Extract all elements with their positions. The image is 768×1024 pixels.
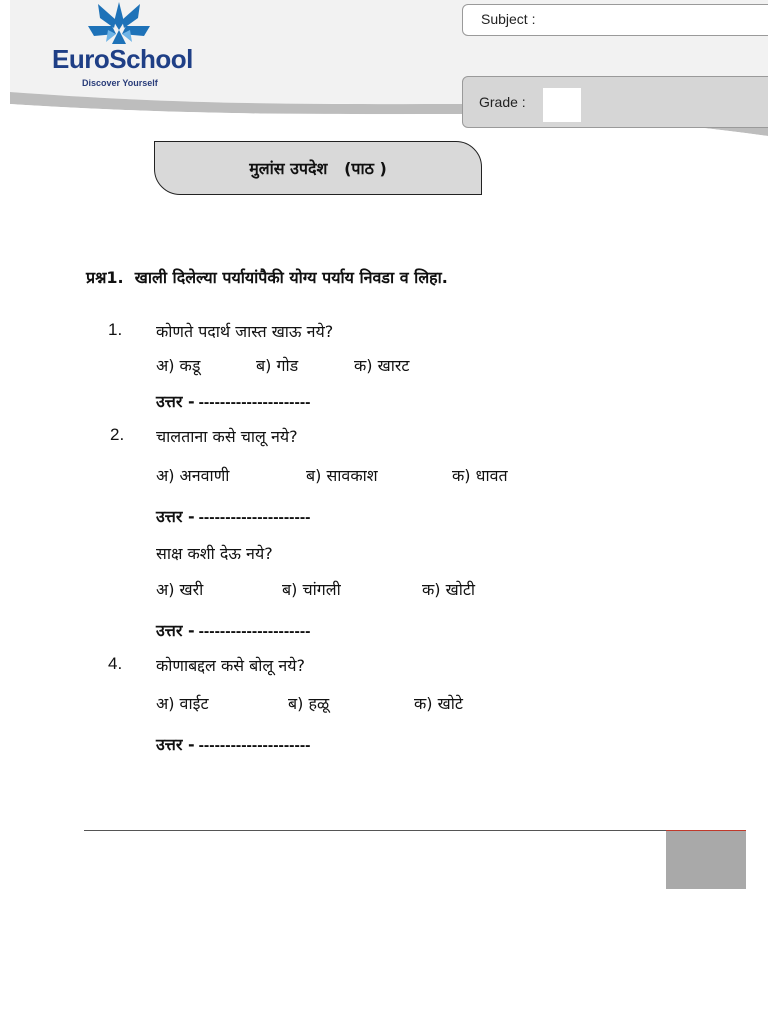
grade-input[interactable] <box>543 88 581 122</box>
answer-label: उत्तर - <box>156 392 195 411</box>
item-4-number: 4. <box>108 654 123 673</box>
item-1-option-b: ब) गोड <box>256 356 299 375</box>
footer-divider <box>84 830 746 831</box>
item-2-question: चालताना कसे चालू नये? <box>156 427 298 446</box>
star-burst-logo-icon <box>86 0 152 46</box>
item-4-option-b: ब) हळू <box>288 694 330 713</box>
footer-page-box <box>666 831 746 889</box>
item-3-option-a: अ) खरी <box>156 580 204 599</box>
item-1-option-c: क) खारट <box>354 356 410 375</box>
logo-tagline: Discover Yourself <box>82 78 158 88</box>
item-2-number: 2. <box>110 425 125 444</box>
item-2-option-a: अ) अनवाणी <box>156 466 230 485</box>
item-1-question: कोणते पदार्थ जास्त खाऊ नये? <box>156 322 334 341</box>
item-3-option-b: ब) चांगली <box>282 580 341 599</box>
logo-wordmark: EuroSchool <box>52 44 193 74</box>
subject-field[interactable] <box>462 4 768 36</box>
item-4-question: कोणाबद्दल कसे बोलू नये? <box>156 656 306 675</box>
answer-label: उत्तर - <box>156 507 195 526</box>
euroschool-logo <box>52 0 252 92</box>
lesson-title-tab <box>154 141 482 195</box>
item-1-option-a: अ) कडू <box>156 356 201 375</box>
answer-blank[interactable]: --------------------- <box>198 394 311 411</box>
lesson-title: मुलांस उपदेश (पाठ ) <box>249 159 387 178</box>
answer-label: उत्तर - <box>156 735 195 754</box>
item-2-answer <box>156 505 310 527</box>
subject-label: Subject : <box>481 11 536 27</box>
answer-blank[interactable]: --------------------- <box>198 737 311 754</box>
answer-blank[interactable]: --------------------- <box>198 509 311 526</box>
item-4-option-a: अ) वाईट <box>156 694 209 713</box>
answer-blank[interactable]: --------------------- <box>198 623 311 640</box>
item-3-option-c: क) खोटी <box>422 580 476 599</box>
item-4-option-c: क) खोटे <box>414 694 463 713</box>
item-3-question: साक्ष कशी देऊ नये? <box>156 544 273 563</box>
question-heading: प्रश्न1. खाली दिलेल्या पर्यायांपैकी योग्य पर्याय निवडा व लिहा. <box>86 268 448 287</box>
item-3-answer <box>156 619 310 641</box>
item-4-answer <box>156 733 310 755</box>
item-1-answer <box>156 390 310 412</box>
answer-label: उत्तर - <box>156 621 195 640</box>
grade-label: Grade : <box>479 94 526 110</box>
item-2-option-c: क) धावत <box>452 466 508 485</box>
grade-panel <box>462 76 768 128</box>
item-1-number: 1. <box>108 320 123 339</box>
item-2-option-b: ब) सावकाश <box>306 466 378 485</box>
